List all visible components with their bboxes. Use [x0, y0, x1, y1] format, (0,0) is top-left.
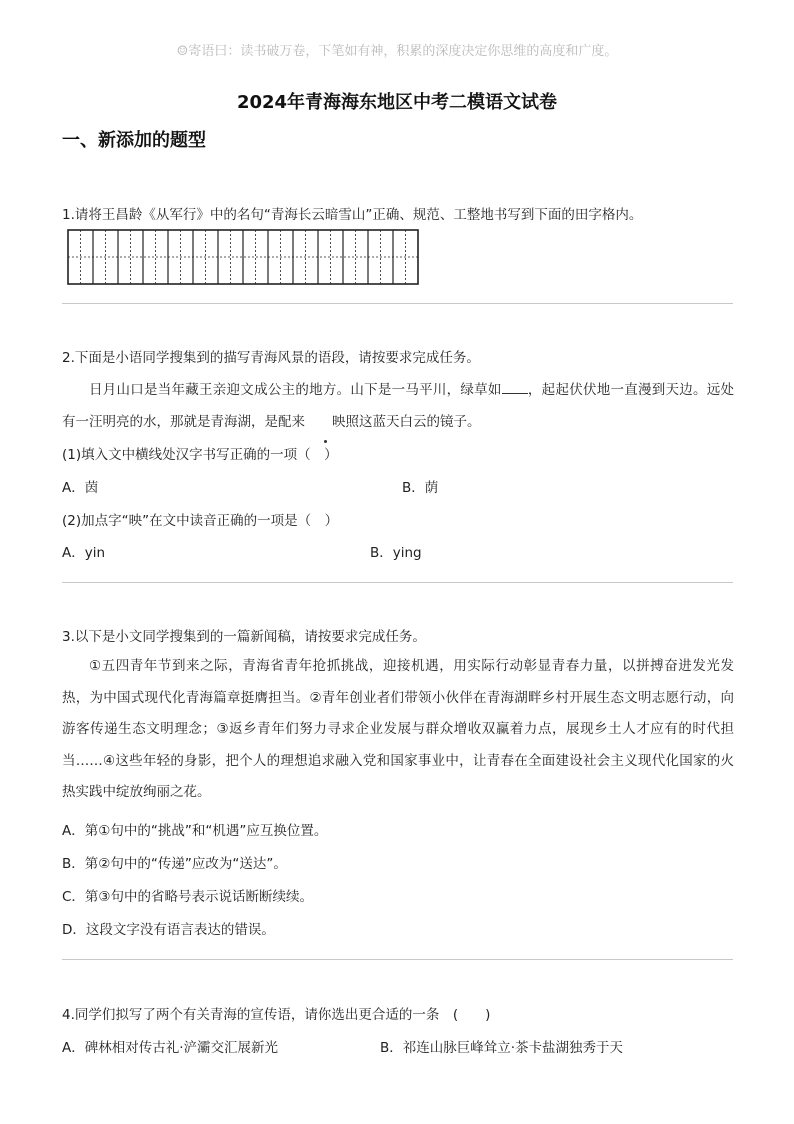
q2-sub2-option-a[interactable]: A．yin	[62, 545, 106, 561]
q4-stem: 4.同学们拟写了两个有关青海的宣传语，请你选出更合适的一条 ( )	[62, 1007, 491, 1023]
q4-option-a[interactable]: A．碑林相对传古礼·浐灞交汇展新光	[62, 1040, 279, 1056]
q4-option-b[interactable]: B．祁连山脉巨峰耸立·茶卡盐湖独秀于天	[380, 1040, 624, 1056]
q3-option-a[interactable]: A．第①句中的“挑战”和“机遇”应互换位置。	[62, 823, 328, 839]
q3-option-b[interactable]: B．第②句中的“传递”应改为“送达”。	[62, 856, 287, 872]
dotted-character: 映	[305, 407, 346, 439]
q2-passage	[62, 375, 734, 438]
q2-sub1-option-a[interactable]: A．茵	[62, 480, 99, 496]
q2-passage-part1: 日月山口是当年藏王亲迎文成公主的地方。山下是一马平川，绿草如	[89, 382, 502, 398]
divider	[62, 582, 733, 583]
q3-passage: ①五四青年节到来之际，青海省青年抢抓挑战，迎接机遇，用实际行动彰显青春力量，以拼搏奋进发光发热，为中国式现代化青海篇章挺膺担当。②青年创业者们带领小伙伴在青海湖畔乡村开展生态文明志愿行动，向游客传递生态文明理念；③返乡青年们努力寻求企业发展与群众增收双赢着力点，展现乡土人才应有的时代担当……④这些年轻的身影，把个人的理想追求融入党和国家事业中，让青春在全面建设社会主义现代化国家的火热实践中绽放绚丽之花。	[62, 658, 734, 800]
q2-sub2-option-b[interactable]: B．ying	[370, 545, 422, 561]
q3-option-c[interactable]: C．第③句中的省略号表示说话断断续续。	[62, 889, 314, 905]
q2-stem: 2.下面是小语同学搜集到的描写青海风景的语段，请按要求完成任务。	[62, 350, 480, 366]
exam-title: 2024年青海海东地区中考二模语文试卷	[236, 92, 558, 113]
header-motto: ☺寄语曰：读书破万卷，下笔如有神，积累的深度决定你思维的高度和广度。	[176, 44, 618, 59]
q2-sub1: (1)填入文中横线处汉字书写正确的一项（ ）	[62, 447, 338, 463]
q2-passage-part3: 照这蓝天白云的镜子。	[345, 413, 481, 430]
tianzige-grid[interactable]	[67, 229, 421, 285]
divider	[62, 303, 733, 304]
q1-stem: 1.请将王昌龄《从军行》中的名句“青海长云暗雪山”正确、规范、工整地书写到下面的田字格内。	[62, 207, 643, 223]
q3-option-d[interactable]: D．这段文字没有语言表达的错误。	[62, 922, 275, 938]
section-heading: 一、新添加的题型	[62, 130, 206, 151]
tianzige-grid-drawing	[67, 229, 421, 285]
fill-blank-line[interactable]	[502, 381, 528, 394]
q2-sub2: (2)加点字“映”在文中读音正确的一项是（ ）	[62, 513, 339, 529]
q2-passage-part2: ，起起伏伏地一直漫到天边。远处有一汪明亮的水，那就是青海湖，是配来	[62, 382, 735, 430]
q2-sub1-option-b[interactable]: B．荫	[402, 480, 439, 496]
divider	[62, 959, 733, 960]
q3-stem: 3.以下是小文同学搜集到的一篇新闻稿，请按要求完成任务。	[62, 629, 426, 645]
